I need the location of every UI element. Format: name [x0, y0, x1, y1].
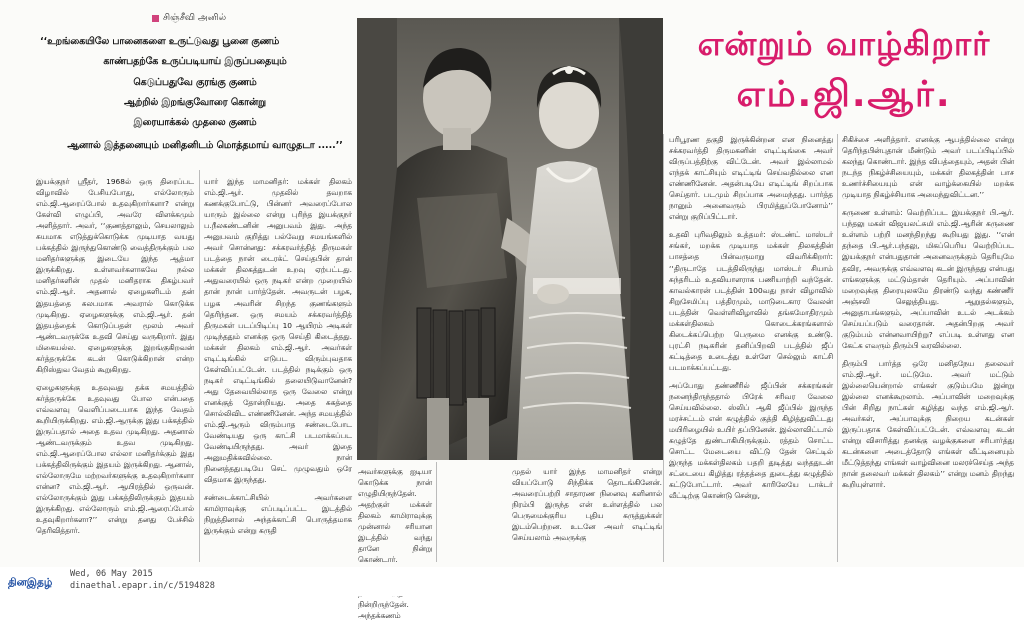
byline-author: சிஞ்சீவி அனில் [163, 12, 227, 23]
body-paragraph: கருணை உள்ளம்: வெற்றிப்பட இயக்குநர் பி.ஆர். பந்தலு மகள் விஜயலட்சுமி எம்.ஜி.ஆரின் கருணை உள்ளம் பற்றி மனந்திறந்து கூறியது இது. ‘‘என் தந்தை பி.ஆர்.பந்தலு, மிகப்பெரிய வெற்றிப்பட இயக்குநர் என்பதுதான் அனைவருக்கும் தெரியுமே தவிர, அவருக்கு எவ்வளவு கடன் இருந்தது என்பது எங்களுக்கு மட்டும்தான் தெரியும். அப்பாவின் மறைவுக்கு திரையுலகமே திரண்டு வந்து கண்ணீர் அஞ்சலி செலுத்தியது. ஆறுதல்களும், அனுதாபங்களும், அப்பாவின் உடல் அடக்கம் செய்யப்படும் வரைதான். அதன்பிறகு அவர் குடும்பம் என்னவாயிற்று? எப்படி உள்ளது என கேட்க எவரும் திரும்பி வரவில்லை. [842, 208, 1014, 350]
quote-line: ஆனால் இத்தனையும் மனிதனிடம் மொத்தமாய் வாழுதடா .....’’ [67, 140, 343, 151]
column-divider [199, 170, 200, 562]
quote-line: ஆற்றில் இறங்குவோரை கொன்று [124, 97, 266, 108]
body-paragraph: இயக்குநர் ஸ்ரீதர், 1968ல் ஒரு திரைப்பட விழாவில் பேசியபோது, எல்லோரும் எம்.ஜி.ஆரைப்போல் உதவுகிறார்களா? என்று கேள்வி எழுப்பி, அவரே விளக்கமும் அளித்தார். அவர், ‘‘குணத்தாலும், செயலாலும் சுயமாக எடுத்துக்கொடுக்க முடியாத வயது பக்கத்தில் இருந்துகொண்டு வைத்திருக்கும் பல மனிதர்களுக்கு இடையே இந்த ஆத்மா இருக்கிறது. உள்ளவர்களாகவே நல்ல மனிதர்களின் முதல் மனிதராக திகழ்பவர் எம்.ஜி.ஆர். அதனால் ஏழைகளிடம் தன் இதயத்தை சுலபமாக அவரால் கொடுக்க முடிகிறது. ஏழைகளுக்கு எம்.ஜி.ஆர். தன் இதயத்தைக் கொடுப்பதன் மூலம் அவர் ஆண்டவருக்கே உதவி செய்து வருகிறார். இது மிகையல்ல. ஏழைகளுக்கு இறங்குகிறவன் கர்த்தருக்கே கடன் கொடுக்கிறான் என்ற கிறிஸ்துவ வேதம் கூறுகிறது. [36, 177, 194, 374]
pull-quote [36, 30, 354, 172]
column-divider [663, 134, 664, 562]
body-paragraph: அப்போது தண்ணீரில் ஜீப்பின் சக்கரங்கள் நனைந்திருந்ததால் பிரேக் சரிவர வேலை செய்யவில்லை. ஸ்லிப் ஆகி ஜீப்பில் இருந்த மரச்சட்டம் என் கழுத்தில் குத்தி கிழித்துவிட்டது மயிரிழையில் உயிர் தப்பினேன். இல்லாவிட்டால் கழுத்தே துண்டாகியிருக்கும். ரத்தம் சொட்ட சொட்ட மேடையை விட்டு தேன் செட்டில் இருந்த மக்கள்திலகம் பதறி துடித்து வந்ததுடன் சட்டையை கிழித்து ரத்தத்தை துடைத்து கழுத்தில் கட்டுபோட்டார். அவர் காரிலேயே டாக்டர் வீட்டிற்கு கொண்டு சென்று, [669, 380, 833, 501]
quote-line: காண்பதற்கே உருப்படியாய் இருப்பதையும் [103, 56, 287, 67]
byline [152, 11, 226, 25]
body-paragraph: பரிபூரண தகுதி இருக்கின்றன என நினைத்து சக்கரவர்த்தி திருமகனின் எடிட்டிங்கை அவர் விருப்பத்திற்கு விட்டேன். அவர் இல்லாமல் எந்தக் காட்சியும் எடிட்டிங் செய்வதில்லை என எண்ணினேன். அதன்படியே எடிட்டிங் சிறப்பாக செய்தார். படமும் சிறப்பாக அமைந்தது. பார்த்த நானும் அனைவரும் பிரமித்துப்போனோம்’’ என்று குறிப்பிட்டார். [669, 135, 833, 222]
article-column-3 [358, 466, 432, 620]
body-paragraph: அவர்களுக்கு ஐடியா கொடுக்க நான் எழுதியிருந்தேன். அதற்குள் மக்கள் திலகம் காமிராவுக்கு முன்னால் சரியான இடத்தில் வந்து தானே நின்று கொண்டார். நின்றிருந்தேன். அந்தக்கணம் [358, 467, 432, 620]
column-divider [837, 134, 838, 562]
film-still-photo [357, 18, 663, 460]
byline-marker-icon [152, 15, 159, 22]
quote-line: இரையாக்கல் முதலை குணம் [133, 117, 257, 128]
body-paragraph: யார் இந்த மாமனிதர்: மக்கள் திலகம் எம்.ஜி.ஆர். முதலில் தவறாக கணக்குபோட்டு, பின்னர் அவரைப்போல யாரும் இல்லை என்று புரிந்த இயக்குநர் ப.நீலகண்டனின் அனுபவம் இது. அந்த அனுபவம் குறித்து பல்வேறு சமயங்களில் அவர் சொன்னது: சக்கரவர்த்தித் திருமகள் படத்தை நான் டைரக்ட் செய்தபின் தான் மக்கள் திலகத்துடன் உறவு ஏற்பட்டது. அதுவரையில் ஒரு நடிகர் என்ற முறையில் தான் நான் பார்த்தேன். அவருடன் பழக, பழக அவரின் சிறந்த குணங்களும் தெரிந்தன. ஒரு சமயம் சக்கரவர்த்தித் திருமகள் படப்பிடிப்பு 10 ஆயிரம் அடிகள் முடிந்ததும் எனக்கு ஒரு செய்தி கிடைத்தது. மக்கள் திலகம் எம்.ஜி.ஆர். அவர்கள் எடிட்டிங்கில் எடுபட விரும்புவதாக கேள்விப்பட்டேன். படத்தில் நடிக்கும் ஒரு நடிகர் எடிட்டிங்கில் தலையிடுவானேன்? அது தேவையில்லாத ஒரு வேலை என்று எனக்குத் தோன்றியது. அதை சுகத்தை சொல்லிவிட எண்ணினேன். அந்த சமயத்தில் எம்.ஜி.ஆரும் விரும்பாத சண்டைபோட வேண்டியது ஒரு காட்சி படமாக்கப்பட வேண்டியிருந்தது. அவர் இதை அனுமதிக்கவில்லை. நான் நினைத்ததுபடியே செட் முழுவதும் ஒரே விதமாக இருந்தது. [204, 177, 352, 485]
photo-illustration [357, 18, 663, 460]
column-divider [436, 462, 437, 562]
edition-url[interactable]: dinaethal.epapr.in/c/5194828 [70, 581, 215, 591]
headline-line-1: என்றும் வாழ்கிறார் [697, 24, 991, 63]
logo-text: தினஇதழ் [8, 576, 53, 589]
headline [668, 22, 1020, 126]
body-paragraph: ஏழைகளுக்கு உதவுவது தக்க சமயத்தில் கர்த்தருக்கே உதவுவது போல என்பதை எவ்வளவு வெளிப்படையாக இந்த வேதம் கூறியிருக்கிறது. எம்.ஜி.ஆருக்கு இது பக்கத்தில் இருப்பதால் அதை உதவ முடிகிறது. அதனால் ஆண்டவருக்கும் உதவ முடிகிறது. எம்.ஜி.ஆரைப்போல எல்லா மனிதர்க்கும் இது பக்கத்திலிருக்கும் இதயம் இருக்கிறது. ஆனால், எல்லோருமே மற்றவர்களுக்கு உதவுகிறார்களா என்ன? எம்.ஜி.ஆர். ஆயிரத்தில் ஒருவன். எல்லோருக்கும் இது பக்கத்திலிருக்கும் இதயம் இருக்கிறது. எல்லோரும் எம்.ஜி.ஆரைப்போல் உதவுகிறார்களா?’’ என்று தனது பேச்சில் தெரிவித்தார். [36, 382, 194, 536]
article-column-1 [36, 176, 194, 564]
publication-logo [8, 574, 62, 588]
article-column-5 [669, 134, 833, 564]
article-column-4 [512, 466, 662, 564]
quote-line: ‘‘உறங்கையிலே பானைகளை உருட்டுவது பூனை குணம் [40, 36, 280, 47]
quote-line: கெடுப்பதுவே குரங்கு குணம் [133, 77, 257, 88]
body-paragraph: சிகிச்சை அளித்தார். எனக்கு ஆபத்தில்லை என்று தெரிந்தபின்புதான் மீண்டும் அவர் படப்பிடிப்பில் கலந்து கொண்டார். இந்த விபத்தையும், அதன் பின் நடந்த நிகழ்ச்சியையும், மக்கள் திலகத்தின் பாச உணர்ச்சியையும் என் வாழ்க்கையில் மறக்க முடியாத நிகழ்ச்சியாக அமைந்துவிட்டன.’’ [842, 135, 1014, 200]
body-paragraph: திரும்பி பார்த்த ஒரே மனிதநேய தலைவர் எம்.ஜி.ஆர். மட்டுமே. அவர் மட்டும் இல்லையென்றால் எங்கள் குடும்பமே இன்று இல்லை எனக்கூறலாம். அப்பாவின் மறைவுக்கு பின் சிறிது நாட்கள் கழித்து வந்த எம்.ஜி.ஆர். அவர்கள், அப்பாவுக்கு நிறைய கடன்கள் இருப்பதாக கேள்விப்பட்டேன். எவ்வளவு கடன் என்று விசாரித்து தனக்கு வழக்குகளை சரிபார்த்து கடன்களை அடைத்தோடு எங்கள் வீட்டினையும் மீட்டுத்தந்து எங்கள் வாழ்வினை மலரச்செய்த அந்த நான் தலைவர் மக்கள் திலகம்’’ என்று மனம் திறந்து கூறியுள்ளார். [842, 358, 1014, 490]
body-paragraph: முதல் யார் இந்த மாமனிதர் என்று வியப்போடு சிந்திக்க தொடங்கினேன். அவரைப்பற்றி சாதாரண நினைவு களினால் நிரம்பி இருந்த என் உள்ளத்தில் பல பெருமைக்குரிய புதிய கருத்துக்கள் இடம்பெற்றன. உடனே அவர் எடிட்டிங் செய்யலாம் அவருக்கு [512, 467, 662, 543]
headline-line-2: எம்.ஜி.ஆர். [736, 74, 952, 115]
body-paragraph: சண்டைக்காட்சியில் அவர்களை காமிராவுக்கு எப்படிப்பட்ட இடத்தில் நிறுத்தினால் அந்தக்காட்சி பொருத்தமாக இருக்கும் என்று கருதி [204, 493, 352, 536]
article-column-6 [842, 134, 1014, 564]
article-column-2 [204, 176, 352, 564]
body-paragraph: உதவி புரிவதிலும் உத்தமர்: ஸ்டண்ட் மாஸ்டர் சங்கர், மறக்க முடியாத மக்கள் திலகத்தின் பாசத்தை பின்வருமாறு விவரிக்கிறார்: ‘‘திருடாதே படத்திலிருந்து மாஸ்டர் சியாம் சுந்தரிடம் உதவியாளராக பணியாற்றி வந்தேன். காவல்காரன் படத்தின் 100வது நாள் விழாவில் சிறுசேமிப்பு பத்திரமும், மாடுடைகார வேலன் படத்தின் வெள்ளிவிழாவில் தங்கமோதிரமும் மக்கள்திலகம் கொடைக்கரங்களால் கிடைக்கப்பெற்ற பெருமை எனக்கு உண்டு. புரட்சி நடிகரின் தனிப்பிறவி படத்தில் ஜீப் கட்டித்தை உடைத்து உள்ளே செல்லும் காட்சி படமாக்கப்பட்டது. [669, 230, 833, 372]
edition-date: Wed, 06 May 2015 [70, 569, 153, 579]
